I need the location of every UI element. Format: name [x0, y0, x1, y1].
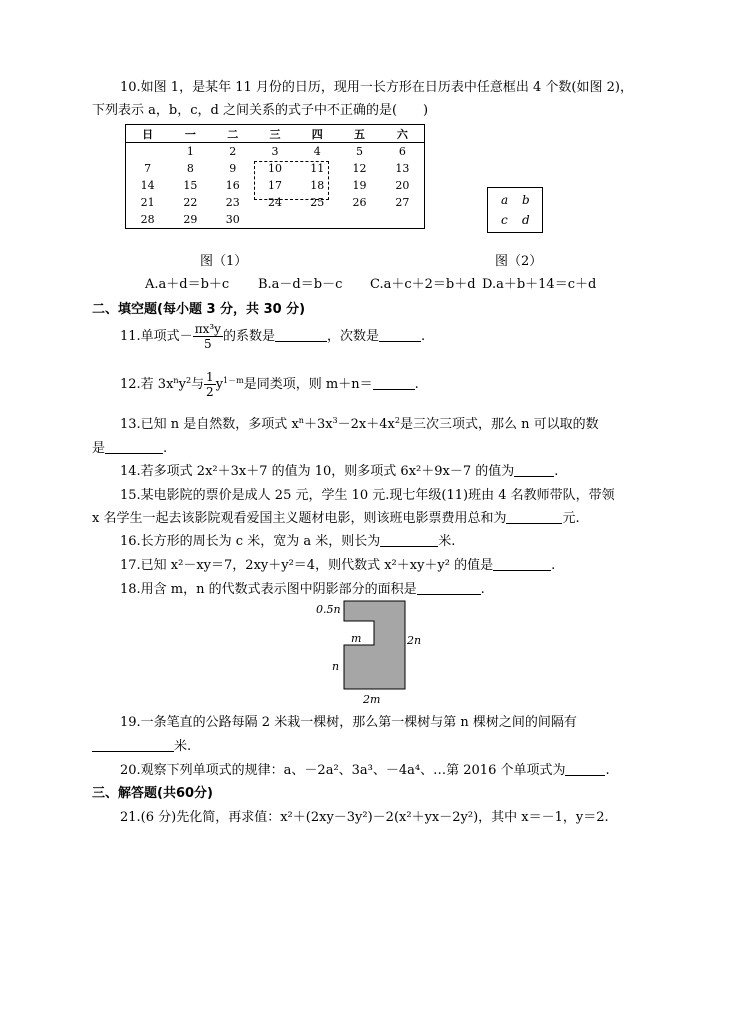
q13-text: 13.已知 n 是自然数，多项式 x — [120, 417, 299, 432]
q11-text: 的系数是 — [222, 329, 275, 344]
day-cell: 19 — [352, 179, 367, 192]
day-cell: 5 — [356, 145, 364, 158]
label-2m: 2m — [363, 693, 381, 706]
section2-heading: 二、填空题(每小题 3 分，共 30 分) — [92, 302, 306, 317]
q14-text: . — [554, 464, 559, 479]
answer-blank — [380, 534, 438, 547]
weekday: 二 — [212, 125, 254, 143]
day-cell: 20 — [395, 179, 410, 192]
day-cell: 25 — [310, 196, 325, 209]
answer-blank — [373, 377, 415, 390]
q20-text: . — [605, 763, 610, 778]
day-cell: 1 — [186, 145, 194, 158]
weekday: 三 — [254, 125, 296, 143]
day-cell — [254, 211, 296, 229]
q13-text: ＋3x — [303, 417, 333, 432]
answer-blank — [417, 582, 481, 595]
q19-line1: 19.一条笔直的公路每隔 2 米栽一棵树，那么第一棵树与第 n 棵树之间的间隔有 — [120, 715, 577, 730]
day-cell — [338, 211, 380, 229]
label-2n: 2n — [407, 634, 422, 647]
q12-frac-num: 1 — [206, 370, 214, 384]
day-cell: 2 — [229, 145, 237, 158]
day-cell: 10 — [267, 162, 282, 175]
day-cell: 13 — [395, 162, 410, 175]
q13-line1: 13.已知 n 是自然数，多项式 $x^n+3x^3-2x+4x^2$是三次三项式，那么 n 可以取的数 — [120, 416, 599, 432]
q12-text: y — [178, 377, 186, 392]
q13-text: －2x＋4x — [337, 417, 395, 432]
day-cell: 27 — [395, 196, 410, 209]
day-cell: 16 — [225, 179, 240, 192]
q12-text: 与 — [191, 377, 205, 392]
q19-line2 — [92, 735, 191, 754]
q13-line2 — [92, 437, 167, 456]
q11-frac-den: 5 — [203, 337, 212, 351]
option-a: A.a＋d＝b＋c — [145, 277, 230, 292]
q16 — [120, 530, 455, 549]
answer-blank — [565, 763, 605, 776]
q11 — [120, 322, 425, 351]
day-cell — [381, 211, 425, 229]
q12-frac-den: 2 — [206, 385, 214, 399]
q17 — [120, 554, 555, 573]
calendar-row — [126, 211, 425, 229]
q18-text: 18.用含 m，n 的代数式表示图中阴影部分的面积是 — [120, 582, 417, 597]
q14-text: 14.若多项式 2x²＋3x＋7 的值为 10，则多项式 6x²＋9x－7 的值为 — [120, 464, 515, 479]
q12-text: 是同类项，则 m＋n＝ — [243, 377, 373, 392]
fig2-c: c — [501, 213, 508, 227]
q18 — [120, 578, 485, 597]
day-cell: 9 — [229, 162, 237, 175]
q13-text: 是 — [92, 441, 106, 456]
answer-blank — [514, 464, 554, 477]
calendar-header-row — [126, 125, 425, 143]
answer-blank — [92, 739, 174, 752]
day-cell: 3 — [271, 145, 279, 158]
day-cell: 17 — [267, 179, 282, 192]
q13-text: . — [163, 441, 168, 456]
day-cell: 23 — [225, 196, 240, 209]
q11-text: ，次数是 — [326, 329, 379, 344]
q12-exponent: 1－m — [223, 376, 244, 385]
answer-blank — [275, 329, 327, 342]
q15-line2 — [92, 507, 580, 526]
weekday: 五 — [338, 125, 380, 143]
day-cell: 30 — [225, 213, 240, 226]
day-cell — [296, 211, 338, 229]
day-cell: 14 — [140, 179, 155, 192]
q18-text: . — [480, 582, 485, 597]
q17-text: 17.已知 x²－xy＝7，2xy＋y²＝4，则代数式 x²＋xy＋y² 的值是 — [120, 558, 494, 573]
option-c: C.a＋c＋2＝b＋d — [370, 277, 476, 292]
q20-text: 20.观察下列单项式的规律：a、－2a²、3a³、－4a⁴、…第 2016 个单项式为 — [120, 763, 566, 778]
section3-heading: 三、解答题(共60分) — [92, 786, 213, 801]
q12-text: . — [414, 377, 419, 392]
weekday: 六 — [381, 125, 425, 143]
q21: 21.(6 分)先化简，再求值：x²＋(2xy－3y²)－2(x²＋yx－2y²)，其中 x＝－1，y＝2. — [120, 810, 609, 825]
weekday: 日 — [126, 125, 170, 143]
fig1-caption: 图（1） — [200, 254, 248, 269]
q19-text: 米. — [174, 739, 192, 754]
label-n: n — [332, 660, 340, 673]
q16-text: 米. — [438, 534, 456, 549]
fig2-b: b — [522, 193, 530, 207]
day-cell: 18 — [310, 179, 325, 192]
q11-frac-num: πx³y — [194, 322, 221, 336]
option-b: B.a－d＝b－c — [258, 277, 343, 292]
q16-text: 16.长方形的周长为 c 米，宽为 a 米，则长为 — [120, 534, 381, 549]
figure2-box — [487, 187, 543, 233]
day-cell: 6 — [398, 145, 406, 158]
day-cell: 26 — [352, 196, 367, 209]
fig2-caption: 图（2） — [495, 254, 543, 269]
q11-text: . — [420, 329, 426, 344]
q17-text: . — [551, 558, 556, 573]
day-cell: 7 — [144, 162, 152, 175]
fig2-a: a — [501, 193, 509, 207]
day-cell: 28 — [140, 213, 155, 226]
calendar-row — [126, 143, 425, 161]
q15-line1: 15.某电影院的票价是成人 25 元，学生 10 元.现七年级(11)班由 4 名教师带队，带领 — [120, 488, 615, 503]
q11-fraction — [193, 322, 223, 351]
answer-blank — [379, 329, 421, 342]
calendar-dashed-frame — [254, 161, 329, 200]
q15-text: x 名学生一起去该影院观看爱国主义题材电影，则该班电影票费用总和为 — [92, 511, 507, 526]
answer-blank — [493, 558, 551, 571]
q18-shaded-figure — [310, 597, 430, 707]
q14 — [120, 460, 558, 479]
label-m: m — [351, 632, 362, 645]
q12: 12.若 $3x^ny^2$与 $\frac{1}{2}$ $y^{1-m}$是同类项，则 m＋n＝ . — [120, 370, 419, 399]
day-cell — [126, 143, 170, 161]
q13-text: 是三次三项式，那么 n 可以取的数 — [399, 417, 599, 432]
day-cell: 15 — [183, 179, 198, 192]
q12-fraction — [204, 370, 216, 399]
day-cell: 12 — [352, 162, 367, 175]
q20 — [120, 759, 610, 778]
q12-text: y — [215, 377, 224, 392]
weekday: 一 — [169, 125, 211, 143]
day-cell: 11 — [310, 162, 325, 175]
fig2-d: d — [522, 213, 530, 227]
q15-text: 元. — [562, 511, 580, 526]
q12-text: 12.若 3x — [120, 377, 174, 392]
q13-exponent: n — [298, 416, 304, 425]
day-cell: 24 — [267, 196, 282, 209]
day-cell: 22 — [183, 196, 198, 209]
day-cell: 29 — [183, 213, 198, 226]
weekday: 四 — [296, 125, 338, 143]
answer-blank — [506, 511, 562, 524]
option-d: D.a＋b＋14＝c＋d — [482, 277, 597, 292]
day-cell: 21 — [140, 196, 155, 209]
q10-line1: 10.如图 1，是某年 11 月份的日历，现用一长方形在日历表中任意框出 4 个数(如图 2)， — [120, 80, 633, 95]
shaded-region — [344, 601, 405, 689]
day-cell: 4 — [313, 145, 321, 158]
label-0-5n: 0.5n — [316, 603, 341, 616]
q10-line2: 下列表示 a，b，c，d 之间关系的式子中不正确的是( ) — [92, 103, 429, 118]
day-cell: 8 — [186, 162, 194, 175]
answer-blank — [105, 441, 163, 454]
q11-text: 11.单项式－ — [120, 329, 193, 344]
